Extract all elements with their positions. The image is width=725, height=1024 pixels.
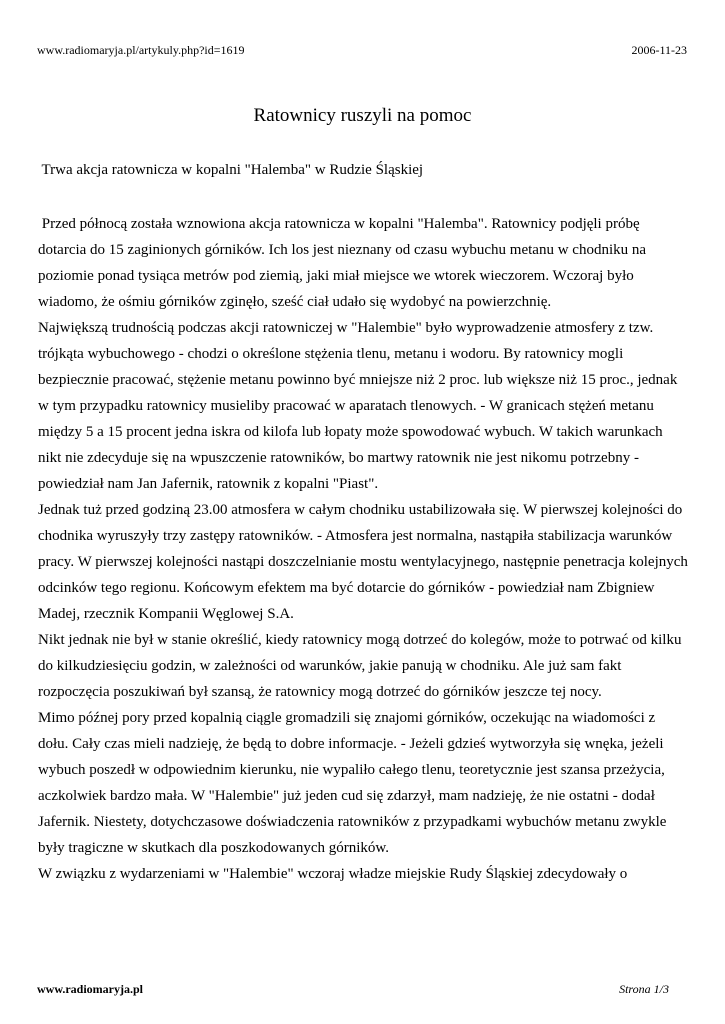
article-paragraph: Przed północą została wznowiona akcja ratownicza w kopalni "Halemba". Ratownicy podjęli próbę dotarcia do 15 zaginionych górników. Ich los jest nieznany od czasu wybuchu metanu w chodniku na poziomie ponad tysiąca metrów pod ziemią, jaki miał miejsce we wtorek wieczorem. Wczoraj było wiadomo, że ośmiu górników zginęło, sześć ciał udało się wydobyć na powierzchnię.	[38, 216, 650, 310]
print-date: 2006-11-23	[631, 43, 687, 57]
page-footer	[37, 981, 669, 997]
article-lead: Trwa akcja ratownicza w kopalni "Halemba" w Rudzie Śląskiej	[38, 162, 424, 178]
article-paragraph: W związku z wydarzeniami w "Halembie" wczoraj władze miejskie Rudy Śląskiej zdecydowały o	[38, 866, 628, 882]
article-body	[38, 211, 688, 887]
footer-site[interactable]: www.radiomaryja.pl	[37, 982, 143, 996]
article-paragraph: Nikt jednak nie był w stanie określić, kiedy ratownicy mogą dotrzeć do kolegów, może to potrwać od kilku do kilkudziesięciu godzin, w zależności od warunków, jakie panują w chodniku. Ale już sam fakt rozpoczęcia poszukiwań był szansą, że ratownicy mogą dotrzeć do górników jeszcze tej nocy.	[38, 632, 682, 700]
page-number: Strona 1/3	[619, 982, 669, 996]
page-header	[37, 42, 687, 58]
article-title: Ratownicy ruszyli na pomoc	[253, 105, 472, 126]
source-url[interactable]: www.radiomaryja.pl/artykuly.php?id=1619	[37, 43, 245, 57]
article-paragraph: Mimo późnej pory przed kopalnią ciągle gromadzili się znajomi górników, oczekując na wiadomości z dołu. Cały czas mieli nadzieję, że będą to dobre informacje. - Jeżeli gdzieś wytworzyła się wnęka, jeżeli wybuch poszedł w odpowiednim kierunku, nie wypaliło całego tlenu, teoretycznie jest szansa przeżycia, aczkolwiek bardzo mała. W "Halembie" już jeden cud się zdarzył, mam nadzieję, że nie ostatni - dodał Jafernik. Niestety, dotychczasowe doświadczenia ratowników z przypadkami wybuchów metanu zwykle były tragiczne w skutkach dla poszkodowanych górników.	[38, 710, 667, 856]
article-paragraph: Jednak tuż przed godziną 23.00 atmosfera w całym chodniku ustabilizowała się. W pierwszej kolejności do chodnika wyruszyły trzy zastępy ratowników. - Atmosfera jest normalna, nastąpiła stabilizacja warunków pracy. W pierwszej kolejności nastąpi doszczelnianie mostu wentylacyjnego, następnie penetracja kolejnych odcinków tego regionu. Końcowym efektem ma być dotarcie do górników - powiedział nam Zbigniew Madej, rzecznik Kompanii Węglowej S.A.	[38, 502, 688, 622]
article-paragraph: Największą trudnością podczas akcji ratowniczej w "Halembie" było wyprowadzenie atmosfery z tzw. trójkąta wybuchowego - chodzi o określone stężenia tlenu, metanu i wodoru. By ratownicy mogli bezpiecznie pracować, stężenie metanu powinno być mniejsze niż 2 proc. lub większe niż 15 proc., jednak w tym przypadku ratownicy musieliby pracować w aparatach tlenowych. - W granicach stężeń metanu między 5 a 15 procent jedna iskra od kilofa lub łopaty może spowodować wybuch. W takich warunkach nikt nie zdecyduje się na wpuszczenie ratowników, bo martwy ratownik nie jest nikomu potrzebny - powiedział nam Jan Jafernik, ratownik z kopalni "Piast".	[38, 320, 678, 492]
